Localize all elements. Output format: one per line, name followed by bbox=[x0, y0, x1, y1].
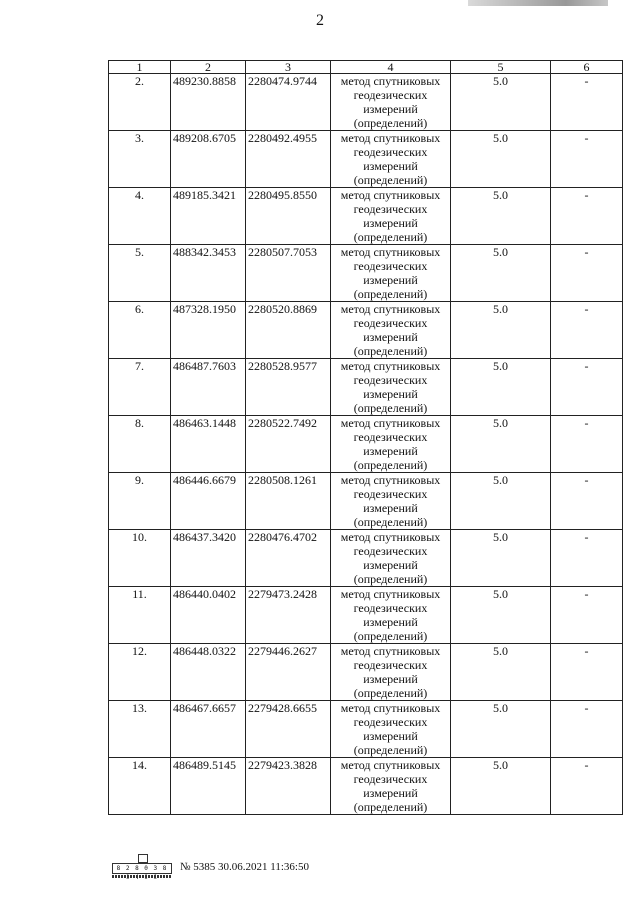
coordinate-y-cell: 2280508.1261 bbox=[246, 473, 331, 530]
method-cell: метод спутниковых геодезических измерений (определений) bbox=[331, 74, 451, 131]
point-number-cell: 7. bbox=[109, 359, 171, 416]
accuracy-cell: 5.0 bbox=[451, 530, 551, 587]
method-cell: метод спутниковых геодезических измерений (определений) bbox=[331, 644, 451, 701]
coordinate-x-cell: 489230.8858 bbox=[171, 74, 246, 131]
description-cell: - bbox=[551, 74, 623, 131]
table-row bbox=[109, 359, 623, 416]
coordinate-x-cell: 487328.1950 bbox=[171, 302, 246, 359]
table-row bbox=[109, 473, 623, 530]
coordinate-y-cell: 2280495.8550 bbox=[246, 188, 331, 245]
point-number-cell: 12. bbox=[109, 644, 171, 701]
method-cell: метод спутниковых геодезических измерений (определений) bbox=[331, 758, 451, 815]
method-cell: метод спутниковых геодезических измерений (определений) bbox=[331, 131, 451, 188]
coordinate-y-cell: 2279428.6655 bbox=[246, 701, 331, 758]
accuracy-cell: 5.0 bbox=[451, 74, 551, 131]
method-cell: метод спутниковых геодезических измерений (определений) bbox=[331, 587, 451, 644]
table-row bbox=[109, 302, 623, 359]
description-cell: - bbox=[551, 245, 623, 302]
description-cell: - bbox=[551, 758, 623, 815]
coordinate-y-cell: 2279446.2627 bbox=[246, 644, 331, 701]
coordinate-x-cell: 486487.7603 bbox=[171, 359, 246, 416]
coordinate-x-cell: 486440.0402 bbox=[171, 587, 246, 644]
method-cell: метод спутниковых геодезических измерений (определений) bbox=[331, 701, 451, 758]
header-cell: 2 bbox=[171, 61, 246, 74]
point-number-cell: 13. bbox=[109, 701, 171, 758]
header-cell: 5 bbox=[451, 61, 551, 74]
point-number-cell: 2. bbox=[109, 74, 171, 131]
method-cell: метод спутниковых геодезических измерений (определений) bbox=[331, 188, 451, 245]
description-cell: - bbox=[551, 473, 623, 530]
point-number-cell: 5. bbox=[109, 245, 171, 302]
point-number-cell: 14. bbox=[109, 758, 171, 815]
accuracy-cell: 5.0 bbox=[451, 758, 551, 815]
coordinate-y-cell: 2280474.9744 bbox=[246, 74, 331, 131]
coordinate-x-cell: 486446.6679 bbox=[171, 473, 246, 530]
description-cell: - bbox=[551, 302, 623, 359]
coordinate-y-cell: 2280507.7053 bbox=[246, 245, 331, 302]
description-cell: - bbox=[551, 530, 623, 587]
accuracy-cell: 5.0 bbox=[451, 359, 551, 416]
coordinate-x-cell: 486467.6657 bbox=[171, 701, 246, 758]
method-cell: метод спутниковых геодезических измерений (определений) bbox=[331, 245, 451, 302]
description-cell: - bbox=[551, 359, 623, 416]
point-number-cell: 6. bbox=[109, 302, 171, 359]
coordinate-y-cell: 2280520.8869 bbox=[246, 302, 331, 359]
document-footer bbox=[112, 852, 309, 882]
description-cell: - bbox=[551, 131, 623, 188]
method-cell: метод спутниковых геодезических измерений (определений) bbox=[331, 302, 451, 359]
coordinate-x-cell: 486463.1448 bbox=[171, 416, 246, 473]
point-number-cell: 4. bbox=[109, 188, 171, 245]
accuracy-cell: 5.0 bbox=[451, 416, 551, 473]
header-cell: 6 bbox=[551, 61, 623, 74]
emblem-seal bbox=[112, 854, 172, 880]
registration-stamp: № 5385 30.06.2021 11:36:50 bbox=[180, 861, 309, 873]
point-number-cell: 10. bbox=[109, 530, 171, 587]
coordinate-x-cell: 486437.3420 bbox=[171, 530, 246, 587]
table-row bbox=[109, 530, 623, 587]
coordinate-x-cell: 486489.5145 bbox=[171, 758, 246, 815]
point-number-cell: 9. bbox=[109, 473, 171, 530]
table-row bbox=[109, 701, 623, 758]
coordinate-x-cell: 488342.3453 bbox=[171, 245, 246, 302]
point-number-cell: 8. bbox=[109, 416, 171, 473]
page-number: 2 bbox=[316, 12, 324, 29]
coordinate-x-cell: 489208.6705 bbox=[171, 131, 246, 188]
accuracy-cell: 5.0 bbox=[451, 473, 551, 530]
method-cell: метод спутниковых геодезических измерений (определений) bbox=[331, 473, 451, 530]
method-cell: метод спутниковых геодезических измерений (определений) bbox=[331, 359, 451, 416]
coordinates-table bbox=[108, 60, 623, 815]
table-row bbox=[109, 758, 623, 815]
point-number-cell: 3. bbox=[109, 131, 171, 188]
table-row bbox=[109, 131, 623, 188]
accuracy-cell: 5.0 bbox=[451, 131, 551, 188]
table-row bbox=[109, 644, 623, 701]
coordinate-y-cell: 2279473.2428 bbox=[246, 587, 331, 644]
table-row bbox=[109, 245, 623, 302]
table-row bbox=[109, 188, 623, 245]
coordinate-x-cell: 486448.0322 bbox=[171, 644, 246, 701]
coordinate-x-cell: 489185.3421 bbox=[171, 188, 246, 245]
coordinate-y-cell: 2280476.4702 bbox=[246, 530, 331, 587]
description-cell: - bbox=[551, 188, 623, 245]
coordinate-y-cell: 2280522.7492 bbox=[246, 416, 331, 473]
accuracy-cell: 5.0 bbox=[451, 644, 551, 701]
seal-digits: 8 2 8 0 3 8 bbox=[112, 863, 172, 874]
coordinate-y-cell: 2279423.3828 bbox=[246, 758, 331, 815]
description-cell: - bbox=[551, 644, 623, 701]
description-cell: - bbox=[551, 416, 623, 473]
table-header-row bbox=[109, 61, 623, 74]
coordinate-y-cell: 2280528.9577 bbox=[246, 359, 331, 416]
accuracy-cell: 5.0 bbox=[451, 245, 551, 302]
accuracy-cell: 5.0 bbox=[451, 587, 551, 644]
header-cell: 1 bbox=[109, 61, 171, 74]
accuracy-cell: 5.0 bbox=[451, 302, 551, 359]
method-cell: метод спутниковых геодезических измерений (определений) bbox=[331, 416, 451, 473]
table-row bbox=[109, 587, 623, 644]
header-cell: 4 bbox=[331, 61, 451, 74]
method-cell: метод спутниковых геодезических измерений (определений) bbox=[331, 530, 451, 587]
table-row bbox=[109, 74, 623, 131]
coordinate-y-cell: 2280492.4955 bbox=[246, 131, 331, 188]
accuracy-cell: 5.0 bbox=[451, 188, 551, 245]
description-cell: - bbox=[551, 701, 623, 758]
point-number-cell: 11. bbox=[109, 587, 171, 644]
table-row bbox=[109, 416, 623, 473]
header-cell: 3 bbox=[246, 61, 331, 74]
scan-artifact bbox=[468, 0, 608, 6]
accuracy-cell: 5.0 bbox=[451, 701, 551, 758]
description-cell: - bbox=[551, 587, 623, 644]
